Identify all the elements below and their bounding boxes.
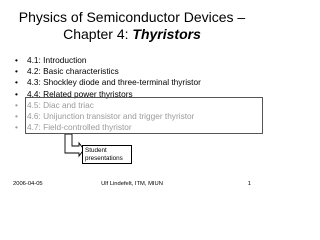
slide-title xyxy=(0,9,264,43)
student-topics-frame xyxy=(25,97,263,134)
bullet-marker: • xyxy=(15,99,18,110)
bullet-item xyxy=(15,77,201,88)
bullet-marker: • xyxy=(15,111,18,122)
bullet-marker: • xyxy=(15,77,18,88)
title-line-2 xyxy=(0,26,264,43)
bullet-text: 4.5: Diac and triac xyxy=(27,99,94,110)
footer-author: Ulf Lindefelt, ITM, MIUN xyxy=(101,181,163,187)
bullet-marker: • xyxy=(15,66,18,77)
bullet-text: 4.3: Shockley diode and three-terminal thyristor xyxy=(27,77,201,88)
title-line-1: Physics of Semiconductor Devices – xyxy=(18,9,246,25)
bullet-text: 4.6: Unijunction transistor and trigger thyristor xyxy=(27,111,195,122)
footer-page-number: 1 xyxy=(247,181,251,187)
footer-date: 2006-04-05 xyxy=(13,181,43,187)
bullet-text: 4.2: Basic characteristics xyxy=(27,66,119,77)
bullet-item xyxy=(15,66,201,77)
callout-line-1: Student xyxy=(85,147,107,154)
bullet-marker: • xyxy=(15,55,18,65)
callout-line-2: presentations xyxy=(85,154,123,162)
bullet-marker: • xyxy=(15,88,18,99)
bullet-item xyxy=(15,55,201,66)
bullet-marker: • xyxy=(15,122,18,133)
bullet-text: 4.4: Related power thyristors xyxy=(27,88,133,99)
bullet-text: 4.1: Introduction xyxy=(27,55,87,65)
student-presentations-callout xyxy=(82,145,132,164)
title-chapter: Chapter 4: xyxy=(63,26,133,42)
bullet-text: 4.7: Field-controlled thyristor xyxy=(27,122,132,133)
title-emphasis: Thyristors xyxy=(132,26,201,42)
